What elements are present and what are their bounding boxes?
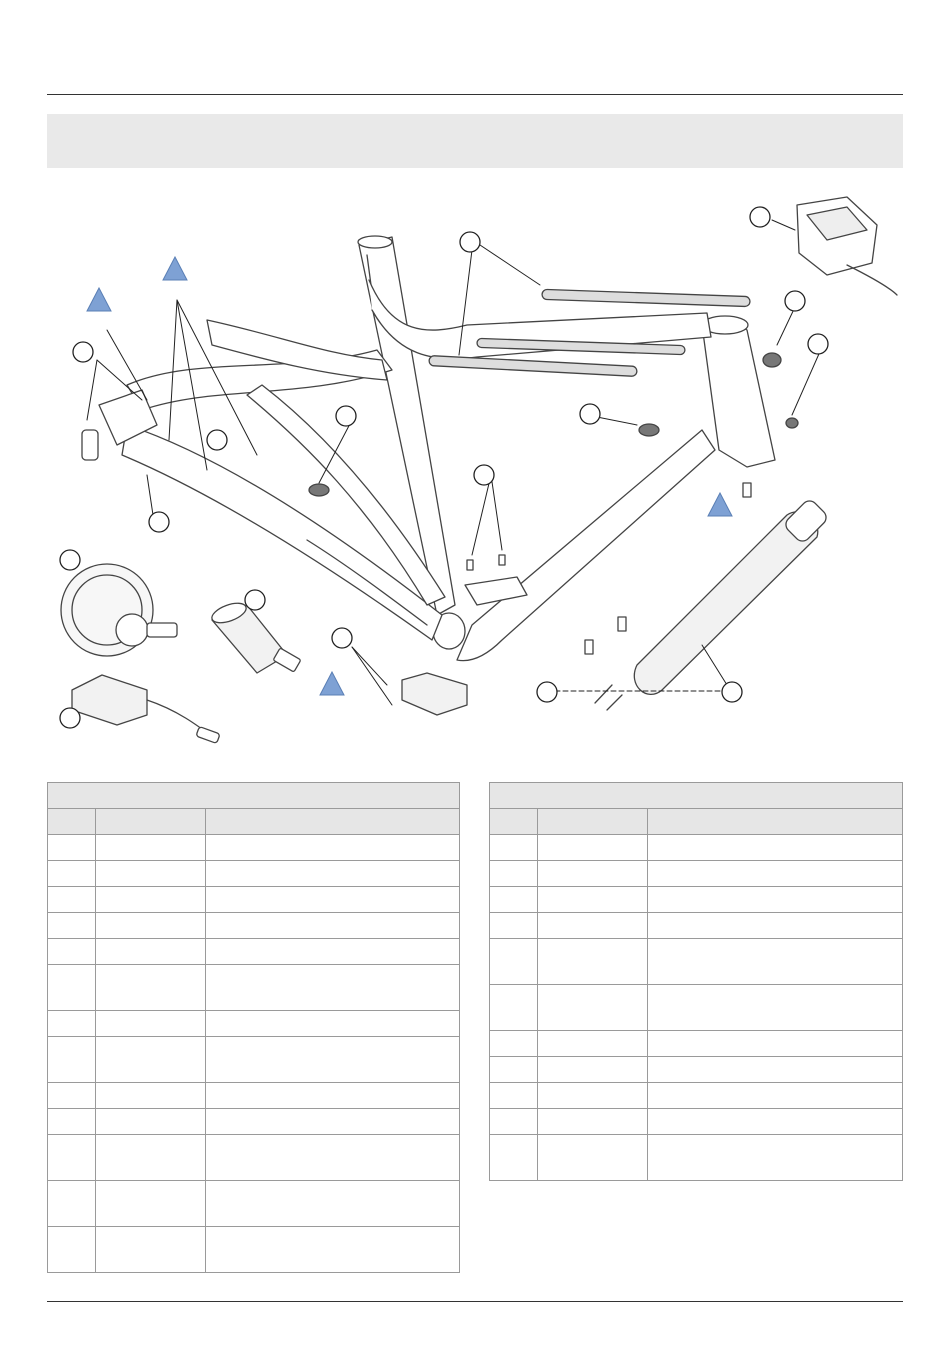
- table-cell: [96, 913, 206, 939]
- table-cell: [96, 835, 206, 861]
- table-cell: [48, 1181, 96, 1227]
- table-row: [48, 835, 460, 861]
- table-cell: [538, 913, 648, 939]
- table-cell: [538, 887, 648, 913]
- table-cell: [648, 887, 903, 913]
- table-row: [490, 887, 903, 913]
- table-cell: [48, 1083, 96, 1109]
- table-cell: [48, 861, 96, 887]
- table-row: [48, 861, 460, 887]
- table-cell: [206, 1135, 460, 1181]
- chainstay-plate: [402, 673, 467, 715]
- table-cell: [206, 965, 460, 1011]
- table-row: [490, 913, 903, 939]
- table-cell: [490, 1135, 538, 1181]
- table-cell: [490, 835, 538, 861]
- table-cell: [206, 1037, 460, 1083]
- table-cell: [648, 1057, 903, 1083]
- table-cell: [648, 1031, 903, 1057]
- table-cell: [490, 861, 538, 887]
- table-row: [48, 1135, 460, 1181]
- column-header: [96, 809, 206, 835]
- table-cell: [48, 913, 96, 939]
- table-cell: [648, 985, 903, 1031]
- table-cell: [96, 1227, 206, 1273]
- table-cell: [48, 1011, 96, 1037]
- table-cell: [206, 939, 460, 965]
- table-cell: [48, 887, 96, 913]
- table-cell: [48, 835, 96, 861]
- table-caption: [48, 783, 460, 809]
- header-rule: [47, 94, 903, 95]
- table-cell: [206, 887, 460, 913]
- table-cell: [206, 913, 460, 939]
- battery-pack: [595, 498, 829, 710]
- table-cell: [490, 913, 538, 939]
- table-cell: [648, 1109, 903, 1135]
- table-cell: [48, 939, 96, 965]
- table-cell: [96, 939, 206, 965]
- table-cell: [648, 861, 903, 887]
- column-header: [538, 809, 648, 835]
- table-cell: [48, 1037, 96, 1083]
- table-cell: [538, 1057, 648, 1083]
- battery-charger: [72, 675, 220, 743]
- parts-table-right: [489, 782, 903, 1181]
- table-row: [48, 1109, 460, 1135]
- table-cell: [48, 965, 96, 1011]
- table-cell: [48, 1227, 96, 1273]
- table-cell: [96, 1037, 206, 1083]
- table-row: [48, 1083, 460, 1109]
- table-cell: [48, 1135, 96, 1181]
- column-header: [48, 809, 96, 835]
- footer-rule: [47, 1301, 903, 1302]
- table-cell: [538, 1083, 648, 1109]
- hub-motor: [61, 564, 177, 656]
- column-header: [490, 809, 538, 835]
- table-cell: [96, 965, 206, 1011]
- table-cell: [490, 1083, 538, 1109]
- table-row: [48, 1037, 460, 1083]
- table-row: [48, 965, 460, 1011]
- table-row: [490, 1031, 903, 1057]
- table-cell: [648, 835, 903, 861]
- parts-table-left: [47, 782, 460, 1273]
- table-row: [490, 861, 903, 887]
- table-row: [48, 913, 460, 939]
- head-tube: [702, 316, 775, 467]
- table-cell: [538, 1031, 648, 1057]
- table-cell: [206, 1181, 460, 1227]
- table-row: [490, 1083, 903, 1109]
- table-cell: [490, 1031, 538, 1057]
- exploded-frame-diagram: [47, 185, 903, 760]
- table-cell: [538, 939, 648, 985]
- table-cell: [96, 1181, 206, 1227]
- table-cell: [538, 985, 648, 1031]
- table-cell: [206, 1083, 460, 1109]
- table-row: [490, 835, 903, 861]
- table-cell: [538, 1135, 648, 1181]
- table-row: [490, 939, 903, 985]
- table-row: [48, 887, 460, 913]
- table-cell: [490, 939, 538, 985]
- table-row: [490, 1109, 903, 1135]
- column-header: [206, 809, 460, 835]
- table-cell: [538, 835, 648, 861]
- table-row: [48, 1227, 460, 1273]
- table-row: [490, 985, 903, 1031]
- table-cell: [96, 861, 206, 887]
- triangle-icon: [87, 288, 111, 311]
- table-cell: [538, 1109, 648, 1135]
- table-cell: [206, 861, 460, 887]
- table-cell: [648, 1083, 903, 1109]
- table-cell: [96, 887, 206, 913]
- table-cell: [96, 1135, 206, 1181]
- table-cell: [648, 913, 903, 939]
- table-cell: [648, 939, 903, 985]
- table-cell: [538, 861, 648, 887]
- table-row: [48, 939, 460, 965]
- column-header: [648, 809, 903, 835]
- triangle-icon: [163, 257, 187, 280]
- table-row: [490, 1057, 903, 1083]
- table-cell: [206, 835, 460, 861]
- table-cell: [206, 1011, 460, 1037]
- table-cell: [490, 887, 538, 913]
- table-caption: [490, 783, 903, 809]
- table-cell: [490, 1109, 538, 1135]
- table-cell: [490, 1057, 538, 1083]
- table-row: [48, 1181, 460, 1227]
- section-banner: [47, 114, 903, 168]
- table-cell: [648, 1135, 903, 1181]
- display-unit: [797, 197, 897, 295]
- triangle-icon: [708, 493, 732, 516]
- table-cell: [206, 1227, 460, 1273]
- table-cell: [206, 1109, 460, 1135]
- table-cell: [96, 1011, 206, 1037]
- table-cell: [96, 1109, 206, 1135]
- table-cell: [490, 985, 538, 1031]
- table-cell: [96, 1083, 206, 1109]
- table-row: [490, 1135, 903, 1181]
- table-row: [48, 1011, 460, 1037]
- triangle-icon: [320, 672, 344, 695]
- table-cell: [48, 1109, 96, 1135]
